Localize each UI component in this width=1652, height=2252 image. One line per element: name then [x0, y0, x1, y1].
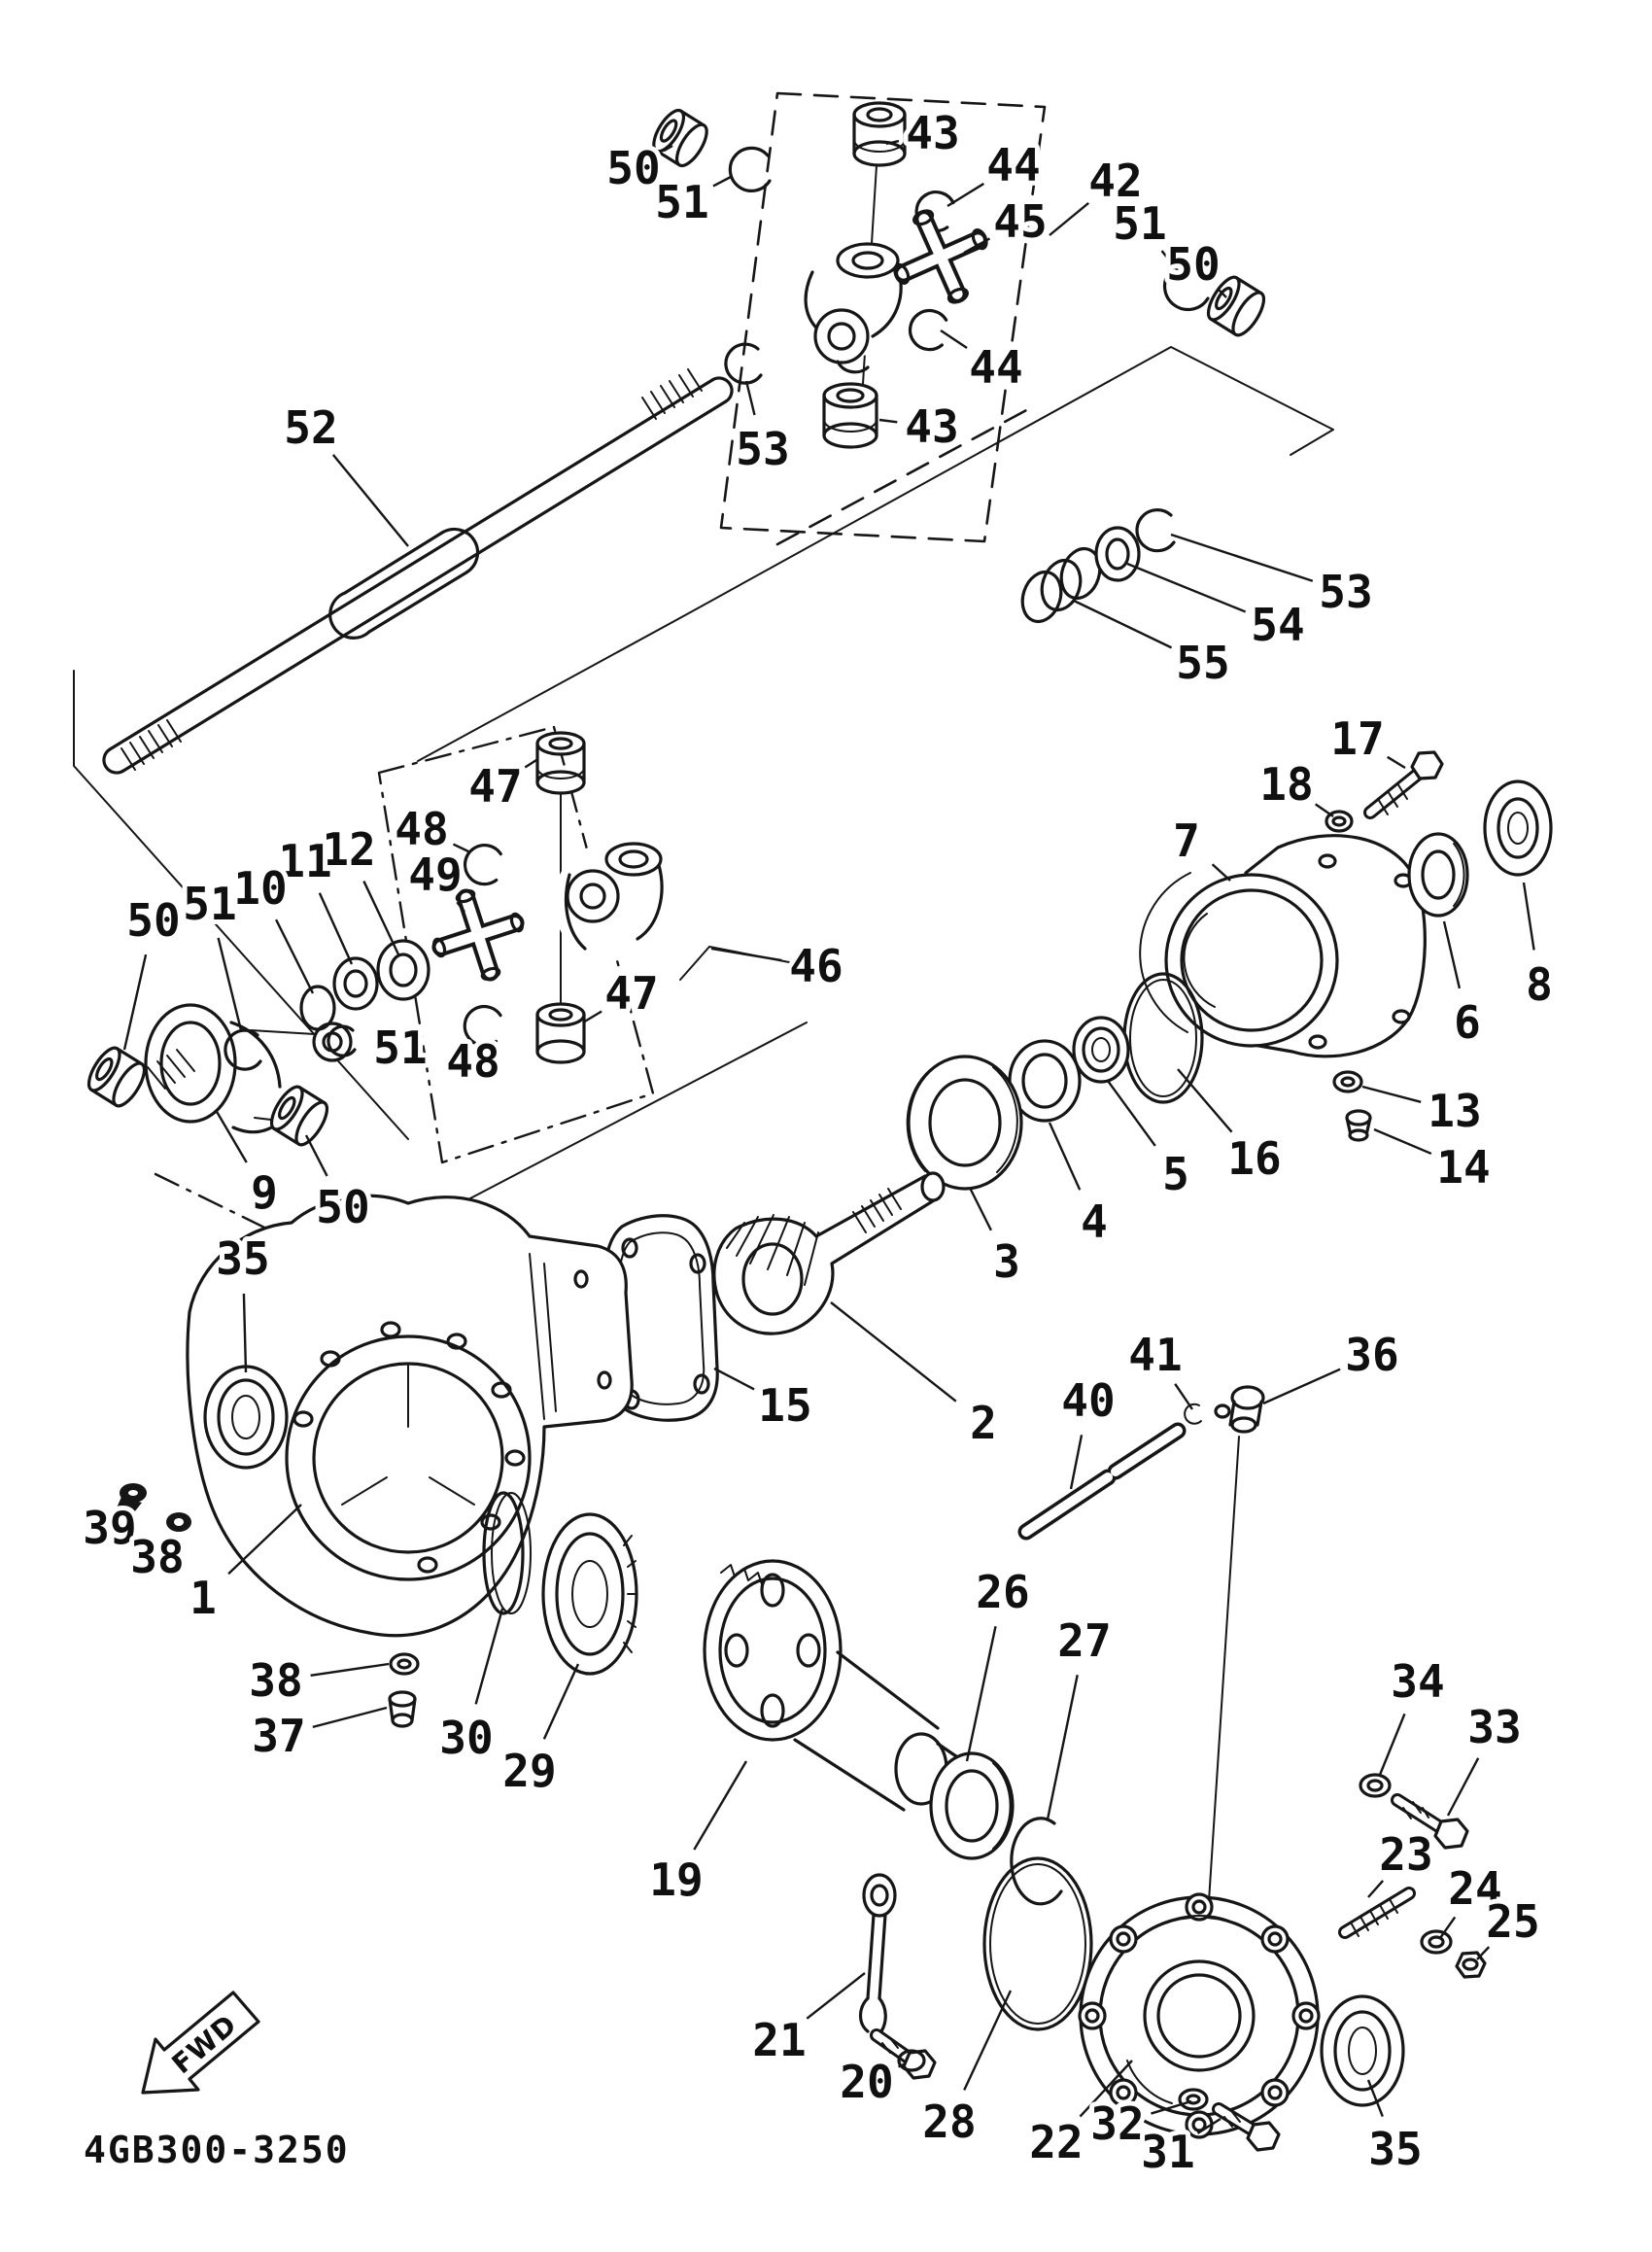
clip-44b-icon	[906, 306, 949, 353]
callout-26-51: 26	[976, 1566, 1030, 1618]
leader-line-46-36	[711, 949, 781, 960]
leader-line-23-58	[1368, 1881, 1383, 1897]
callout-10-33: 10	[233, 862, 288, 915]
washer-24-icon	[1422, 1931, 1451, 1953]
diagram-code: 4GB300-3250	[84, 2129, 350, 2171]
callout-43-2: 43	[906, 107, 960, 159]
leader-line-52-11	[333, 455, 408, 546]
callout-42-4: 42	[1088, 155, 1143, 207]
leader-line-55-14	[1074, 601, 1172, 647]
housing-7-icon	[1166, 836, 1425, 1057]
callout-24-59: 24	[1448, 1862, 1502, 1915]
leader-line-37-47	[313, 1708, 387, 1727]
callout-43-9: 43	[905, 400, 959, 453]
callout-48-39: 48	[446, 1035, 500, 1088]
ring-11-icon	[334, 958, 377, 1009]
clip-41-icon	[1185, 1404, 1201, 1424]
callout-18-16: 18	[1259, 758, 1314, 811]
leader-line-4-24	[1050, 1123, 1080, 1190]
washer-32-icon	[1180, 2090, 1207, 2109]
leader-line-42-4	[1050, 203, 1088, 235]
callout-39-43: 39	[83, 1502, 137, 1554]
spring-group-53-54-55	[1016, 510, 1174, 627]
callout-45-5: 45	[993, 195, 1048, 248]
callout-44-8: 44	[969, 341, 1023, 394]
leader-line-17-15	[1388, 757, 1405, 768]
bearing-3-icon	[908, 1057, 1021, 1189]
callout-28-63: 28	[922, 2096, 977, 2148]
callout-46-36: 46	[789, 940, 843, 992]
callout-17-15: 17	[1330, 712, 1385, 765]
callout-34-56: 34	[1391, 1655, 1445, 1708]
stud-23-icon	[1345, 1893, 1409, 1936]
leader-line-27-52	[1048, 1675, 1078, 1819]
callout-25-60: 25	[1486, 1895, 1540, 1948]
leader-line-3-25	[970, 1188, 991, 1230]
callout-38-44: 38	[130, 1531, 185, 1583]
leader-line-44-8	[941, 330, 967, 348]
bearing-6-icon	[1409, 834, 1467, 916]
callout-12-31: 12	[322, 823, 376, 876]
callout-3-25: 3	[993, 1235, 1020, 1288]
callout-30-48: 30	[439, 1712, 494, 1764]
callout-1-45: 1	[189, 1572, 217, 1624]
leader-line-43-9	[879, 420, 897, 422]
callout-53-10: 53	[736, 423, 790, 475]
yoke-46-icon	[554, 844, 662, 958]
callout-8-18: 8	[1526, 958, 1553, 1011]
callout-27-52: 27	[1057, 1614, 1112, 1667]
bolt-14-icon	[1347, 1111, 1370, 1140]
seal-54-icon	[1096, 528, 1139, 580]
bearing-50d-icon	[266, 1083, 333, 1150]
callout-55-14: 55	[1176, 637, 1230, 689]
callout-29-49: 29	[502, 1745, 557, 1797]
carrier-group	[484, 1493, 1061, 1904]
callout-47-28: 47	[468, 760, 523, 813]
callout-51-6: 51	[1113, 197, 1167, 250]
seal-5-icon	[1074, 1018, 1128, 1082]
washer-38b-icon	[391, 1654, 418, 1674]
callout-50-0: 50	[606, 142, 661, 194]
callout-21-61: 21	[752, 2014, 807, 2066]
pinion-group	[601, 1018, 1128, 1420]
fwd-arrow	[143, 1992, 258, 2093]
callout-50-7: 50	[1166, 238, 1221, 291]
leader-line-50-35	[124, 954, 146, 1050]
leader-line-16-22	[1178, 1069, 1232, 1132]
seal-8-icon	[1485, 781, 1551, 875]
callout-19-50: 19	[649, 1854, 704, 1906]
callout-51-34: 51	[183, 878, 237, 930]
callout-41-54: 41	[1128, 1329, 1183, 1381]
callout-36-55: 36	[1345, 1329, 1399, 1381]
leader-line-15-27	[714, 1369, 754, 1389]
leader-line-12-31	[363, 882, 398, 954]
leader-line-41-54	[1175, 1384, 1192, 1409]
callout-35-67: 35	[1368, 2123, 1423, 2175]
leader-line-51-1	[713, 177, 731, 186]
callout-13-20: 13	[1428, 1085, 1482, 1137]
callout-22-64: 22	[1029, 2116, 1084, 2168]
callout-38-46: 38	[249, 1654, 303, 1707]
clip-51a-icon	[730, 148, 770, 191]
callout-11-32: 11	[278, 835, 332, 887]
pinion-shaft-2-icon	[714, 1173, 944, 1334]
leader-line-53-12	[1171, 535, 1313, 581]
callout-7-17: 7	[1173, 814, 1200, 867]
clip-48a-icon	[461, 841, 505, 887]
leader-line-14-21	[1374, 1129, 1431, 1154]
leader-line-50-41	[306, 1135, 327, 1176]
callout-4-24: 4	[1081, 1195, 1108, 1248]
plug-37-icon	[390, 1692, 415, 1726]
callout-16-22: 16	[1227, 1132, 1282, 1185]
callout-15-27: 15	[758, 1379, 812, 1432]
drive-shaft-52	[104, 369, 732, 773]
bearing-26-icon	[931, 1753, 1013, 1858]
leader-line-21-61	[807, 1973, 865, 2019]
leader-line-2-26	[831, 1302, 956, 1402]
callout-20-62: 20	[840, 2056, 894, 2108]
tube-40-icon	[1026, 1431, 1178, 1532]
callout-50-41: 50	[316, 1181, 370, 1233]
callout-2-26: 2	[970, 1397, 997, 1449]
callout-44-3: 44	[986, 139, 1041, 191]
leader-line-7-17	[1213, 864, 1230, 881]
callout-51-1: 51	[655, 176, 709, 228]
callout-49-30: 49	[408, 849, 463, 901]
leader-line-30-48	[476, 1609, 502, 1704]
lever-group	[861, 1875, 936, 2078]
fwd-label: FWD	[165, 2007, 244, 2081]
leader-line-28-63	[964, 1991, 1011, 2090]
bushing-47b-icon	[537, 1004, 584, 1062]
fitting-36-icon	[1216, 1387, 1263, 1432]
leader-line-29-49	[544, 1664, 578, 1739]
lever-21-icon	[861, 1875, 896, 2031]
bushing-43a-icon	[854, 103, 905, 165]
seal-35a-icon	[205, 1367, 287, 1468]
yoke-42-icon	[806, 244, 905, 372]
callout-40-53: 40	[1061, 1374, 1116, 1427]
leader-line-47-28	[525, 760, 536, 768]
callout-35-42: 35	[216, 1232, 270, 1285]
bushing-43b-icon	[824, 384, 877, 447]
leader-line-40-53	[1071, 1435, 1082, 1489]
leader-line-13-20	[1362, 1087, 1421, 1102]
callout-32-65: 32	[1090, 2097, 1145, 2150]
washer-38a-icon	[166, 1512, 191, 1532]
callout-9-40: 9	[251, 1166, 278, 1219]
leader-line-26-51	[967, 1626, 996, 1761]
callout-37-47: 37	[252, 1710, 306, 1762]
leader-line-8-18	[1524, 883, 1534, 950]
callout-5-23: 5	[1162, 1148, 1189, 1200]
callout-23-58: 23	[1379, 1828, 1433, 1881]
leader-line-18-16	[1316, 804, 1333, 816]
washer-34-icon	[1360, 1775, 1390, 1796]
leader-line-44-3	[947, 184, 983, 206]
leader-line-47-37	[583, 1012, 602, 1022]
callout-47-37: 47	[604, 967, 659, 1020]
shaft-spline-hatch	[121, 369, 702, 770]
o-ring-28-icon	[984, 1858, 1091, 2029]
callout-50-35: 50	[126, 894, 181, 947]
leader-line-38-46	[311, 1664, 389, 1676]
seal-35b-icon	[1322, 1996, 1403, 2105]
leader-line-10-33	[276, 919, 313, 993]
washer-13-icon	[1334, 1072, 1361, 1091]
callout-51-38: 51	[373, 1022, 428, 1074]
leader-line-11-32	[320, 893, 352, 964]
leader-line-6-19	[1444, 921, 1460, 988]
callout-33-57: 33	[1467, 1701, 1522, 1753]
callout-14-21: 14	[1436, 1141, 1491, 1194]
bushing-47a-icon	[537, 733, 584, 793]
washer-12-icon	[378, 941, 429, 999]
leader-line-54-13	[1127, 564, 1246, 611]
callout-52-11: 52	[284, 401, 338, 454]
leader-line-34-56	[1380, 1714, 1404, 1775]
leader-line-36-55	[1263, 1369, 1340, 1403]
ring-gear-29-icon	[543, 1514, 637, 1674]
snap-ring-53b-icon	[1137, 510, 1174, 551]
leader-line-53-10	[746, 381, 755, 415]
callout-54-13: 54	[1251, 599, 1305, 651]
callout-48-29: 48	[395, 803, 449, 855]
callout-31-66: 31	[1141, 2126, 1195, 2178]
o-ring-10-icon	[301, 987, 334, 1029]
callout-6-19: 6	[1454, 996, 1481, 1049]
leader-line-33-57	[1448, 1758, 1478, 1816]
spring-55-icon	[1016, 543, 1106, 626]
callout-53-12: 53	[1319, 566, 1373, 618]
